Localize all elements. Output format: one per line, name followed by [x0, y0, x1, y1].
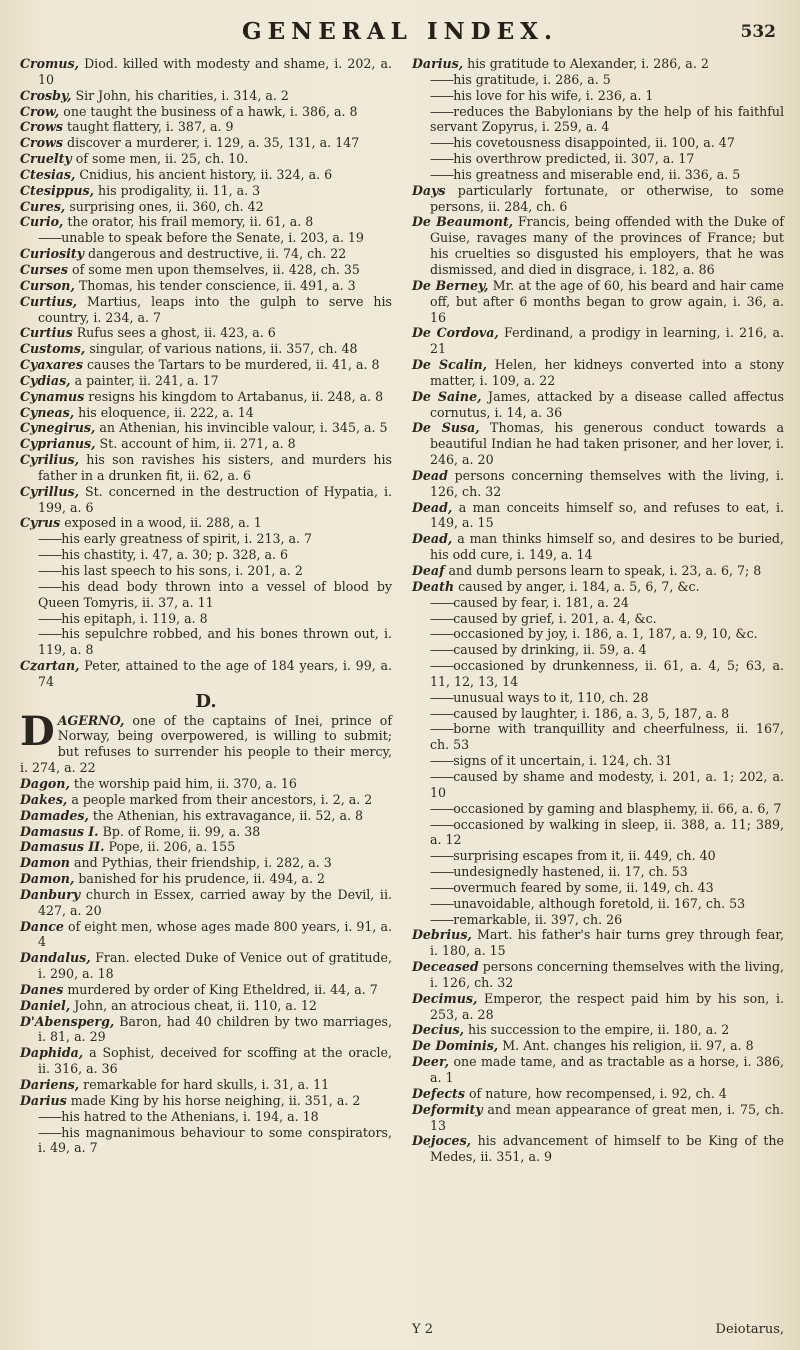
index-entry: [20, 341, 392, 357]
entry-headword: Debrius,: [412, 927, 472, 943]
entry-text: his early greatness of spirit, i. 213, a. 7: [61, 531, 313, 547]
entry-text: taught flattery, i. 387, a. 9: [67, 119, 234, 135]
index-entry: [20, 792, 392, 808]
entry-headword: Dance: [20, 918, 64, 934]
entry-headword: Cynamus: [20, 388, 85, 404]
entry-headword: AGERNO,: [57, 712, 125, 728]
index-entry: [412, 420, 784, 468]
entry-text: a man conceits himself so, and refuses to eat, i. 149, a. 15: [430, 499, 785, 531]
index-entry: [20, 1045, 392, 1077]
index-subentry: [20, 1125, 392, 1157]
entry-text: and dumb persons learn to speak, i. 23, a. 6, 7; 8: [448, 563, 762, 578]
entry-text: occasioned by gaming and blasphemy, ii. 66, a. 6, 7: [453, 800, 782, 816]
index-entry: [412, 278, 784, 326]
entry-headword: De Cordova,: [412, 325, 499, 341]
entry-text: Rufus sees a ghost, ii. 423, a. 6: [76, 325, 276, 341]
entry-text: his advancement of himself to be King of the Medes, ii. 351, a. 9: [430, 1133, 784, 1165]
entry-text: Francis, being offended with the Duke of Guise, ravages many of the provinces of France; but his cruelties so disgusted his employers, that he was dismissed, and died in disgrace, i. 182, a. 86: [430, 214, 785, 277]
entry-headword: Crow,: [20, 103, 60, 119]
index-entry: [20, 119, 392, 135]
entry-text: of nature, how recompensed, i. 92, ch. 4: [468, 1085, 727, 1101]
index-subentry: [412, 167, 784, 183]
entry-headword: Dead: [412, 467, 448, 483]
index-entry: [20, 855, 392, 871]
entry-text: Diod. killed with modesty and shame, i. 202, a. 10: [38, 56, 392, 87]
index-entry: [412, 1038, 784, 1054]
index-entry: [20, 1093, 392, 1109]
entry-headword: Cyrus: [20, 515, 61, 531]
entry-headword: Cynegirus,: [20, 420, 96, 436]
entry-text: his son ravishes his sisters, and murders his father in a drunken fit, ii. 62, a. 6: [38, 452, 392, 483]
drop-cap: D: [20, 707, 55, 755]
entry-headword: Deformity: [412, 1101, 483, 1117]
entry-headword: Deer,: [412, 1054, 450, 1070]
entry-headword: Cyprianus,: [20, 436, 96, 452]
entry-headword: D'Abensperg,: [20, 1013, 115, 1029]
index-entry: [20, 405, 392, 421]
entry-text: banished for his prudence, ii. 494, a. 2: [78, 871, 326, 887]
entry-headword: Dariens,: [20, 1077, 80, 1092]
entry-text: Thomas, his generous conduct towards a beautiful Indian he had taken prisoner, and her lover, i. 246, a. 20: [430, 420, 784, 468]
index-entry: [20, 183, 392, 199]
entry-text: the Athenian, his extravagance, ii. 52, a. 8: [92, 807, 363, 823]
entry-text: Baron, had 40 children by two marriages, i. 81, a. 29: [38, 1013, 392, 1045]
entry-text: Thomas, his tender conscience, ii. 491, a. 3: [78, 277, 356, 293]
entry-text: a Sophist, deceived for scoffing at the oracle, ii. 316, a. 36: [38, 1045, 392, 1077]
index-entry: [20, 420, 392, 436]
entry-headword: Daniel,: [20, 997, 71, 1013]
index-subentry: [412, 690, 784, 706]
entry-text: Bp. of Rome, ii. 99, a. 38: [102, 823, 261, 839]
entry-headword: De Saine,: [412, 388, 482, 404]
entry-text: reduces the Babylonians by the help of his faithful servant Zopyrus, i. 259, a. 4: [430, 103, 784, 135]
entry-text: Mr. at the age of 60, his beard and hair came off, but after 6 months began to grow again, i. 36, a. 16: [430, 277, 784, 325]
entry-headword: Crows: [20, 119, 63, 135]
index-entry: [20, 871, 392, 887]
entry-text: exposed in a wood, ii. 288, a. 1: [64, 515, 262, 531]
entry-headword: Cydias,: [20, 372, 71, 388]
entry-headword: Damasus I.: [20, 823, 99, 839]
index-entry: [412, 1054, 784, 1086]
entry-headword: Cyrillus,: [20, 483, 79, 499]
entry-text: his epitaph, i. 119, a. 8: [61, 610, 208, 626]
running-title: GENERAL INDEX.: [242, 18, 558, 45]
index-entry: [20, 135, 392, 151]
entry-headword: Days: [412, 182, 446, 198]
entry-text: of eight men, whose ages made 800 years, i. 91, a. 4: [38, 918, 392, 950]
entry-headword: Dagon,: [20, 775, 70, 791]
entry-text: John, an atrocious cheat, ii. 110, a. 12: [74, 997, 317, 1013]
index-entry: [20, 262, 392, 278]
index-subentry: [412, 848, 784, 864]
entry-headword: Cruelty: [20, 151, 72, 167]
entry-text: unable to speak before the Senate, i. 203, a. 19: [61, 230, 364, 246]
index-entry: [412, 468, 784, 500]
index-entry: [412, 1102, 784, 1134]
entry-headword: Ctesippus,: [20, 182, 94, 198]
section-letter: D.: [195, 690, 217, 712]
entry-headword: Daphida,: [20, 1045, 84, 1061]
entry-text: St. concerned in the destruction of Hypatia, i. 199, a. 6: [38, 483, 392, 515]
entry-text: caused by drinking, ii. 59, a. 4: [453, 642, 647, 658]
entry-headword: Dakes,: [20, 791, 68, 807]
entry-text: his gratitude, i. 286, a. 5: [453, 71, 611, 87]
entry-headword: De Dominis,: [412, 1038, 499, 1054]
index-subentry: [412, 706, 784, 722]
index-subentry: [20, 547, 392, 563]
entry-text: made King by his horse neighing, ii. 351, a. 2: [70, 1092, 361, 1108]
entry-text: his chastity, i. 47, a. 30; p. 328, a. 6: [61, 547, 289, 563]
entry-text: an Athenian, his invincible valour, i. 345, a. 5: [99, 420, 388, 436]
index-entry: [20, 839, 392, 855]
entry-headword: Curtius: [20, 325, 73, 341]
entry-text: persons concerning themselves with the living, i. 126, ch. 32: [430, 467, 784, 499]
entry-text: of some men upon themselves, ii. 428, ch. 35: [72, 261, 360, 277]
index-entry: [20, 325, 392, 341]
entry-headword: Ctesias,: [20, 166, 76, 182]
entry-text: caused by shame and modesty, i. 201, a. 1; 202, a. 10: [430, 768, 784, 800]
entry-text: signs of it uncertain, i. 124, ch. 31: [453, 753, 673, 769]
index-entry: [20, 151, 392, 167]
entry-headword: Dandalus,: [20, 950, 91, 966]
entry-text: singular, of various nations, ii. 357, ch. 48: [89, 341, 358, 357]
entry-text: his dead body thrown into a vessel of blood by Queen Tomyris, ii. 37, a. 11: [38, 578, 392, 610]
entry-headword: Deaf: [412, 563, 445, 578]
entry-text: his hatred to the Athenians, i. 194, a. 18: [61, 1108, 319, 1124]
entry-text: caused by fear, i. 181, a. 24: [453, 594, 629, 610]
index-subentry: [20, 230, 392, 246]
index-subentry: [412, 151, 784, 167]
entry-text: one of the captains of Inei, prince of Norway, being overpowered, is willing to submit; but refuses to surrender his people to their mercy, i. 274, a. 22: [20, 712, 392, 776]
entry-headword: Crows: [20, 135, 63, 151]
index-subentry: [412, 801, 784, 817]
index-entry: [412, 325, 784, 357]
index-subentry: [412, 642, 784, 658]
entry-text: the worship paid him, ii. 370, a. 16: [73, 775, 297, 791]
entry-text: Sir John, his charities, i. 314, a. 2: [75, 87, 289, 103]
entry-headword: Death: [412, 578, 455, 594]
index-entry: [412, 1086, 784, 1102]
entry-text: caused by grief, i. 201, a. 4, &c.: [453, 610, 657, 626]
index-subentry: [412, 595, 784, 611]
entry-text: St. account of him, ii. 271, a. 8: [99, 436, 296, 452]
index-entry: [20, 56, 392, 88]
entry-headword: Danbury: [20, 886, 81, 902]
entry-text: his eloquence, ii. 222, a. 14: [78, 404, 254, 420]
index-entry: [412, 1133, 784, 1165]
entry-text: Emperor, the respect paid him by his son, i. 253, a. 28: [430, 990, 784, 1022]
entry-text: his succession to the empire, ii. 180, a. 2: [468, 1022, 730, 1038]
entry-text: caused by anger, i. 184, a. 5, 6, 7, &c.: [458, 578, 700, 594]
index-subentry: [412, 753, 784, 769]
entry-headword: Damon,: [20, 871, 75, 887]
index-entry: [20, 294, 392, 326]
index-entry: [20, 88, 392, 104]
entry-headword: Damon: [20, 855, 70, 871]
entry-text: one made tame, and as tractable as a horse, i. 386, a. 1: [430, 1054, 784, 1085]
entry-text: church in Essex, carried away by the Devil, ii. 427, a. 20: [38, 886, 392, 918]
entry-headword: Curio,: [20, 214, 64, 230]
entry-text: Ferdinand, a prodigy in learning, i. 216, a. 21: [430, 325, 784, 357]
index-entry: [412, 531, 784, 563]
index-entry: [20, 515, 392, 531]
index-subentry: [412, 135, 784, 151]
index-entry: [20, 484, 392, 516]
entry-headword: Dead,: [412, 499, 453, 515]
index-entry: [412, 389, 784, 421]
page-header: [0, 18, 800, 48]
entry-headword: Customs,: [20, 341, 86, 357]
entry-text: Cnidius, his ancient history, ii. 324, a. 6: [79, 166, 333, 182]
index-entry: [20, 919, 392, 951]
index-entry: [412, 563, 784, 579]
entry-headword: De Beaumont,: [412, 214, 514, 230]
entry-text: his sepulchre robbed, and his bones thrown out, i. 119, a. 8: [38, 626, 392, 658]
left-column: [20, 56, 392, 1156]
index-subentry: [412, 880, 784, 896]
entry-text: his gratitude to Alexander, i. 286, a. 2: [467, 56, 709, 71]
entry-headword: Decimus,: [412, 990, 478, 1006]
entry-text: surprising escapes from it, ii. 449, ch. 40: [453, 848, 716, 864]
index-entry: [20, 1014, 392, 1046]
entry-text: his last speech to his sons, i. 201, a. 2: [61, 563, 303, 578]
entry-text: the orator, his frail memory, ii. 61, a. 8: [67, 214, 314, 230]
entry-text: his covetousness disappointed, ii. 100, a. 47: [453, 135, 735, 151]
entry-text: and mean appearance of great men, i. 75, ch. 13: [430, 1101, 784, 1133]
entry-text: borne with tranquillity and cheerfulness, ii. 167, ch. 53: [430, 721, 784, 753]
entry-headword: Czartan,: [20, 658, 80, 674]
index-entry: [20, 658, 392, 690]
index-entry: [20, 389, 392, 405]
entry-text: persons concerning themselves with the living, i. 126, ch. 32: [430, 959, 784, 990]
index-subentry: [412, 72, 784, 88]
index-entry: [20, 808, 392, 824]
entry-text: his prodigality, ii. 11, a. 3: [98, 182, 261, 198]
entry-headword: Curtius,: [20, 293, 78, 309]
index-entry: [20, 199, 392, 215]
entry-text: Helen, her kidneys converted into a stony matter, i. 109, a. 22: [430, 357, 784, 388]
entry-text: particularly fortunate, or otherwise, to some persons, ii. 284, ch. 6: [430, 182, 784, 214]
entry-headword: Curson,: [20, 277, 75, 293]
entry-headword: Cures,: [20, 198, 66, 214]
entry-headword: Dejoces,: [412, 1133, 472, 1149]
entry-text: occasioned by drunkenness, ii. 61, a. 4, 5; 63, a. 11, 12, 13, 14: [430, 658, 784, 689]
index-subentry: [412, 721, 784, 753]
entry-text: remarkable for hard skulls, i. 31, a. 11: [83, 1077, 330, 1092]
index-entry: [412, 56, 784, 72]
entry-text: remarkable, ii. 397, ch. 26: [453, 911, 623, 927]
index-entry: [412, 579, 784, 595]
index-subentry: [412, 104, 784, 136]
index-entry: [412, 991, 784, 1023]
index-subentry: [20, 626, 392, 658]
index-entry: [412, 1022, 784, 1038]
index-entry: [412, 183, 784, 215]
entry-headword: Cyneas,: [20, 404, 75, 420]
entry-headword: Defects: [412, 1085, 465, 1101]
entry-text: surprising ones, ii. 360, ch. 42: [69, 198, 264, 214]
index-entry: [412, 927, 784, 959]
index-entry: [20, 887, 392, 919]
index-subentry: [412, 658, 784, 690]
right-column: [412, 56, 784, 1165]
index-entry: [20, 214, 392, 230]
index-entry: [20, 1077, 392, 1093]
catchword: Deiotarus,: [715, 1322, 784, 1337]
entry-headword: Damasus II.: [20, 839, 105, 855]
entry-text: his love for his wife, i. 236, a. 1: [453, 87, 654, 103]
index-subentry: [20, 563, 392, 579]
entry-text: a painter, ii. 241, a. 17: [74, 372, 219, 388]
index-entry: [20, 998, 392, 1014]
entry-text: overmuch feared by some, ii. 149, ch. 43: [453, 879, 714, 895]
entry-text: his greatness and miserable end, ii. 336, a. 5: [453, 166, 741, 182]
index-subentry: [412, 896, 784, 912]
index-subentry: [20, 611, 392, 627]
entry-text: Pope, ii. 206, a. 155: [108, 839, 236, 855]
entry-text: Peter, attained to the age of 184 years, i. 99, a. 74: [38, 658, 392, 689]
entry-headword: Crosby,: [20, 87, 72, 103]
entry-text: causes the Tartars to be murdered, ii. 41, a. 8: [86, 357, 380, 373]
entry-headword: Cromus,: [20, 56, 80, 71]
entry-text: murdered by order of King Etheldred, ii. 44, a. 7: [67, 981, 378, 997]
index-subentry: [412, 769, 784, 801]
entry-headword: Cyaxares: [20, 357, 83, 373]
entry-text: discover a murderer, i. 129, a. 35, 131, a. 147: [67, 135, 360, 151]
entry-text: occasioned by joy, i. 186, a. 1, 187, a. 9, 10, &c.: [453, 626, 758, 642]
entry-text: of some men, ii. 25, ch. 10.: [75, 151, 249, 167]
entry-headword: De Berney,: [412, 277, 489, 293]
entry-headword: Deceased: [412, 959, 479, 975]
index-entry: [20, 707, 392, 776]
index-entry: [412, 959, 784, 991]
index-entry: [20, 373, 392, 389]
page-number: 532: [740, 22, 776, 42]
entry-text: undesignedly hastened, ii. 17, ch. 53: [453, 864, 688, 880]
signature-mark: Y 2: [412, 1322, 433, 1337]
entry-headword: Darius,: [412, 56, 464, 71]
index-subentry: [412, 626, 784, 642]
index-entry: [20, 278, 392, 294]
index-entry: [20, 452, 392, 484]
index-subentry: [412, 611, 784, 627]
index-entry: [20, 776, 392, 792]
index-entry: [20, 950, 392, 982]
index-subentry: [20, 531, 392, 547]
entry-text: Fran. elected Duke of Venice out of gratitude, i. 290, a. 18: [38, 950, 392, 982]
entry-headword: Decius,: [412, 1022, 465, 1038]
index-entry: [20, 167, 392, 183]
entry-headword: De Scalin,: [412, 357, 488, 373]
entry-headword: Darius: [20, 1092, 67, 1108]
index-entry: [20, 436, 392, 452]
index-entry: [20, 824, 392, 840]
entry-text: M. Ant. changes his religion, ii. 97, a. 8: [502, 1038, 754, 1054]
entry-headword: Cyrilius,: [20, 452, 79, 468]
index-subentry: [20, 1109, 392, 1125]
index-entry: [412, 214, 784, 277]
index-entry: [20, 104, 392, 120]
entry-text: Mart. his father's hair turns grey through fear, i. 180, a. 15: [430, 927, 784, 959]
entry-text: caused by laughter, i. 186, a. 3, 5, 187, a. 8: [453, 705, 730, 721]
entry-text: a man thinks himself so, and desires to be buried, his odd cure, i. 149, a. 14: [430, 531, 784, 563]
index-subentry: [20, 579, 392, 611]
entry-text: unavoidable, although foretold, ii. 167, ch. 53: [453, 895, 746, 911]
entry-headword: Curiosity: [20, 246, 85, 262]
entry-text: his magnanimous behaviour to some conspirators, i. 49, a. 7: [38, 1124, 392, 1156]
entry-text: a people marked from their ancestors, i. 2, a. 2: [71, 791, 373, 807]
index-entry: [20, 982, 392, 998]
entry-text: James, attacked by a disease called affectus cornutus, i. 14, a. 36: [430, 388, 784, 420]
index-subentry: [412, 817, 784, 849]
entry-headword: Danes: [20, 981, 64, 997]
entry-headword: Curses: [20, 261, 69, 277]
index-subentry: [412, 912, 784, 928]
entry-text: occasioned by walking in sleep, ii. 388, a. 11; 389, a. 12: [430, 816, 784, 848]
entry-text: Martius, leaps into the gulph to serve his country, i. 234, a. 7: [38, 293, 392, 325]
entry-headword: Damades,: [20, 807, 89, 823]
entry-text: unusual ways to it, 110, ch. 28: [453, 689, 649, 705]
index-entry: [20, 357, 392, 373]
entry-text: one taught the business of a hawk, i. 386, a. 8: [63, 103, 358, 119]
entry-headword: De Susa,: [412, 420, 480, 436]
index-entry: [412, 357, 784, 389]
index-subentry: [412, 88, 784, 104]
entry-text: his overthrow predicted, ii. 307, a. 17: [453, 151, 695, 167]
entry-text: resigns his kingdom to Artabanus, ii. 248, a. 8: [88, 388, 384, 404]
index-entry: [412, 500, 784, 532]
entry-text: and Pythias, their friendship, i. 282, a. 3: [73, 855, 332, 871]
index-subentry: [412, 864, 784, 880]
entry-text: dangerous and destructive, ii. 74, ch. 22: [88, 246, 347, 262]
index-entry: [20, 246, 392, 262]
entry-headword: Dead,: [412, 531, 453, 547]
